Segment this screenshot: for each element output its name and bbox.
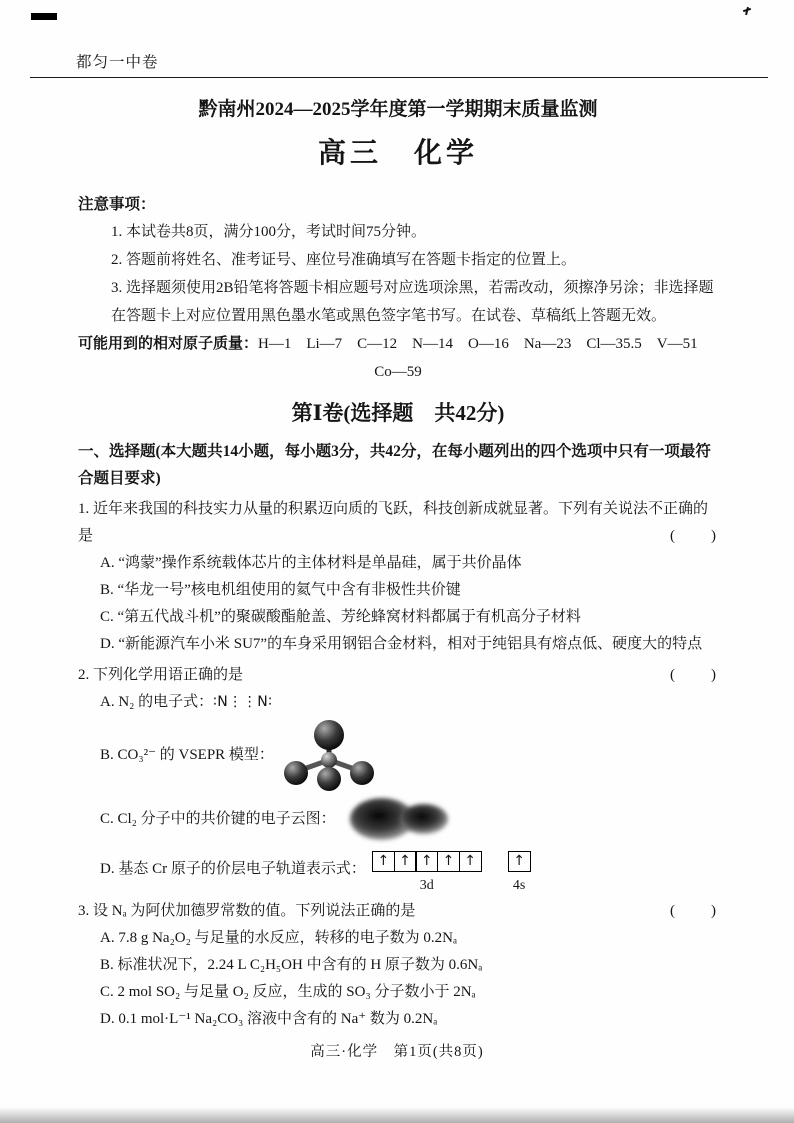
option-a-label: A. N₂ 的电子式： — [100, 694, 214, 710]
orbital-box-3d-2: ↑ — [394, 851, 417, 872]
note-item-1: 1. 本试卷共8页，满分100分，考试时间75分钟。 — [111, 224, 427, 240]
question-3-stem-text: 3. 设 Nₐ 为阿伏加德罗常数的值。下列说法正确的是 — [78, 903, 416, 919]
orbital-box-3d-4: ↑ — [437, 851, 460, 872]
question-1-option-a: A. “鸿蒙”操作系统载体芯片的主体材料是单晶硅，属于共价晶体 — [100, 555, 522, 571]
note-item-3: 3. 选择题须使用2B铅笔将答题卡相应题号对应选项涂黑，若需改动，须擦净另涂；非选择题在答题卡上对应位置用黑色墨水笔或黑色签字笔书写。在试卷、草稿纸上答题无效。 — [111, 280, 714, 324]
option-b-label: B. CO₃²⁻ 的 VSEPR 模型： — [100, 746, 274, 763]
option-c-label: C. Cl₂ 分子中的共价键的电子云图： — [100, 810, 336, 827]
orbital-box-3d-3: ↑ — [415, 851, 438, 872]
question-2-option-b — [100, 716, 718, 794]
question-3-answer-bracket: ( ) — [670, 903, 718, 919]
question-3-option-b: B. 标准状况下，2.24 L C₂H₅OH 中含有的 H 原子数为 0.6Nₐ — [100, 957, 483, 973]
electron-cloud-image — [342, 794, 454, 844]
question-1-option-d: D. “新能源汽车小米 SU7”的车身采用钢铝合金材料，相对于纯铝具有熔点低、硬度大的特点 — [100, 636, 703, 652]
orbital-diagram — [372, 848, 531, 894]
atomic-mass-line — [78, 330, 718, 358]
orbital-3d-label: 3d — [419, 878, 434, 893]
exam-title: 黔南州2024—2025学年度第一学期期末质量监测 — [198, 99, 598, 120]
note-item-2: 2. 答题前将姓名、准考证号、座位号准确填写在答题卡指定的位置上。 — [111, 252, 577, 268]
question-1 — [78, 496, 718, 658]
question-1-answer-bracket: ( ) — [670, 528, 718, 544]
option-d-label: D. 基态 Cr 原子的价层电子轨道表示式： — [100, 860, 366, 877]
orbital-box-3d-1: ↑ — [372, 851, 395, 872]
page-content — [78, 86, 718, 1033]
orbital-3d-group — [372, 848, 482, 894]
question-2-option-a — [100, 689, 718, 716]
section-1-title: 第Ⅰ卷(选择题 共42分) — [291, 401, 505, 425]
exam-subject: 高三 化学 — [317, 138, 478, 169]
question-2-stem-text: 2. 下列化学用语正确的是 — [78, 667, 244, 683]
orbital-4s-label: 4s — [512, 878, 526, 893]
question-1-option-b: B. “华龙一号”核电机组使用的氦气中含有非极性共价键 — [100, 582, 461, 598]
orbital-4s-boxes — [508, 851, 531, 872]
question-3 — [78, 898, 718, 1033]
atomic-mass-values: H—1 Li—7 C—12 N—14 O—16 Na—23 Cl—35.5 V—51 — [258, 336, 698, 352]
question-2-stem — [78, 662, 718, 689]
atomic-mass-label: 可能用到的相对原子质量： — [78, 336, 259, 352]
part-1-heading: 一、选择题(本大题共14小题，每小题3分，共42分，在每小题列出的四个选项中只有一项最符合题目要求) — [78, 443, 711, 487]
question-3-stem — [78, 898, 718, 925]
question-3-option-d: D. 0.1 mol·L⁻¹ Na₂CO₃ 溶液中含有的 Na⁺ 数为 0.2Nₐ — [100, 1011, 438, 1027]
orbital-4s-group — [508, 848, 531, 894]
question-1-stem-text: 1. 近年来我国的科技实力从量的积累迈向质的飞跃，科技创新成就显著。下列有关说法不正确的是 — [78, 501, 709, 544]
vsepr-model-image — [280, 718, 378, 794]
electron-dot-formula: ∶N⋮⋮N∶ — [213, 694, 273, 710]
question-1-stem — [78, 496, 718, 550]
question-3-option-a: A. 7.8 g Na₂O₂ 与足量的水反应，转移的电子数为 0.2Nₐ — [100, 930, 458, 946]
notes-heading: 注意事项： — [78, 196, 156, 213]
registration-mark-top-right — [741, 6, 752, 17]
question-2-option-c — [100, 794, 718, 844]
orbital-3d-boxes — [372, 851, 482, 872]
page-footer: 高三·化学 第1页(共8页) — [310, 1044, 484, 1060]
question-1-option-c: C. “第五代战斗机”的聚碳酸酯舱盖、芳纶蜂窝材料都属于有机高分子材料 — [100, 609, 581, 625]
header-rule — [30, 77, 768, 78]
question-2-option-d — [100, 844, 718, 894]
question-2 — [78, 662, 718, 894]
registration-mark-top-left — [31, 13, 57, 20]
scan-shadow — [0, 1107, 794, 1123]
orbital-box-3d-5: ↑ — [459, 851, 482, 872]
atomic-mass-line2: Co—59 — [374, 364, 422, 380]
corner-label: 都匀一中卷 — [76, 54, 159, 71]
question-3-option-c: C. 2 mol SO₂ 与足量 O₂ 反应，生成的 SO₃ 分子数小于 2Nₐ — [100, 984, 476, 1000]
question-2-answer-bracket: ( ) — [670, 667, 718, 683]
orbital-box-4s-1: ↑ — [508, 851, 531, 872]
